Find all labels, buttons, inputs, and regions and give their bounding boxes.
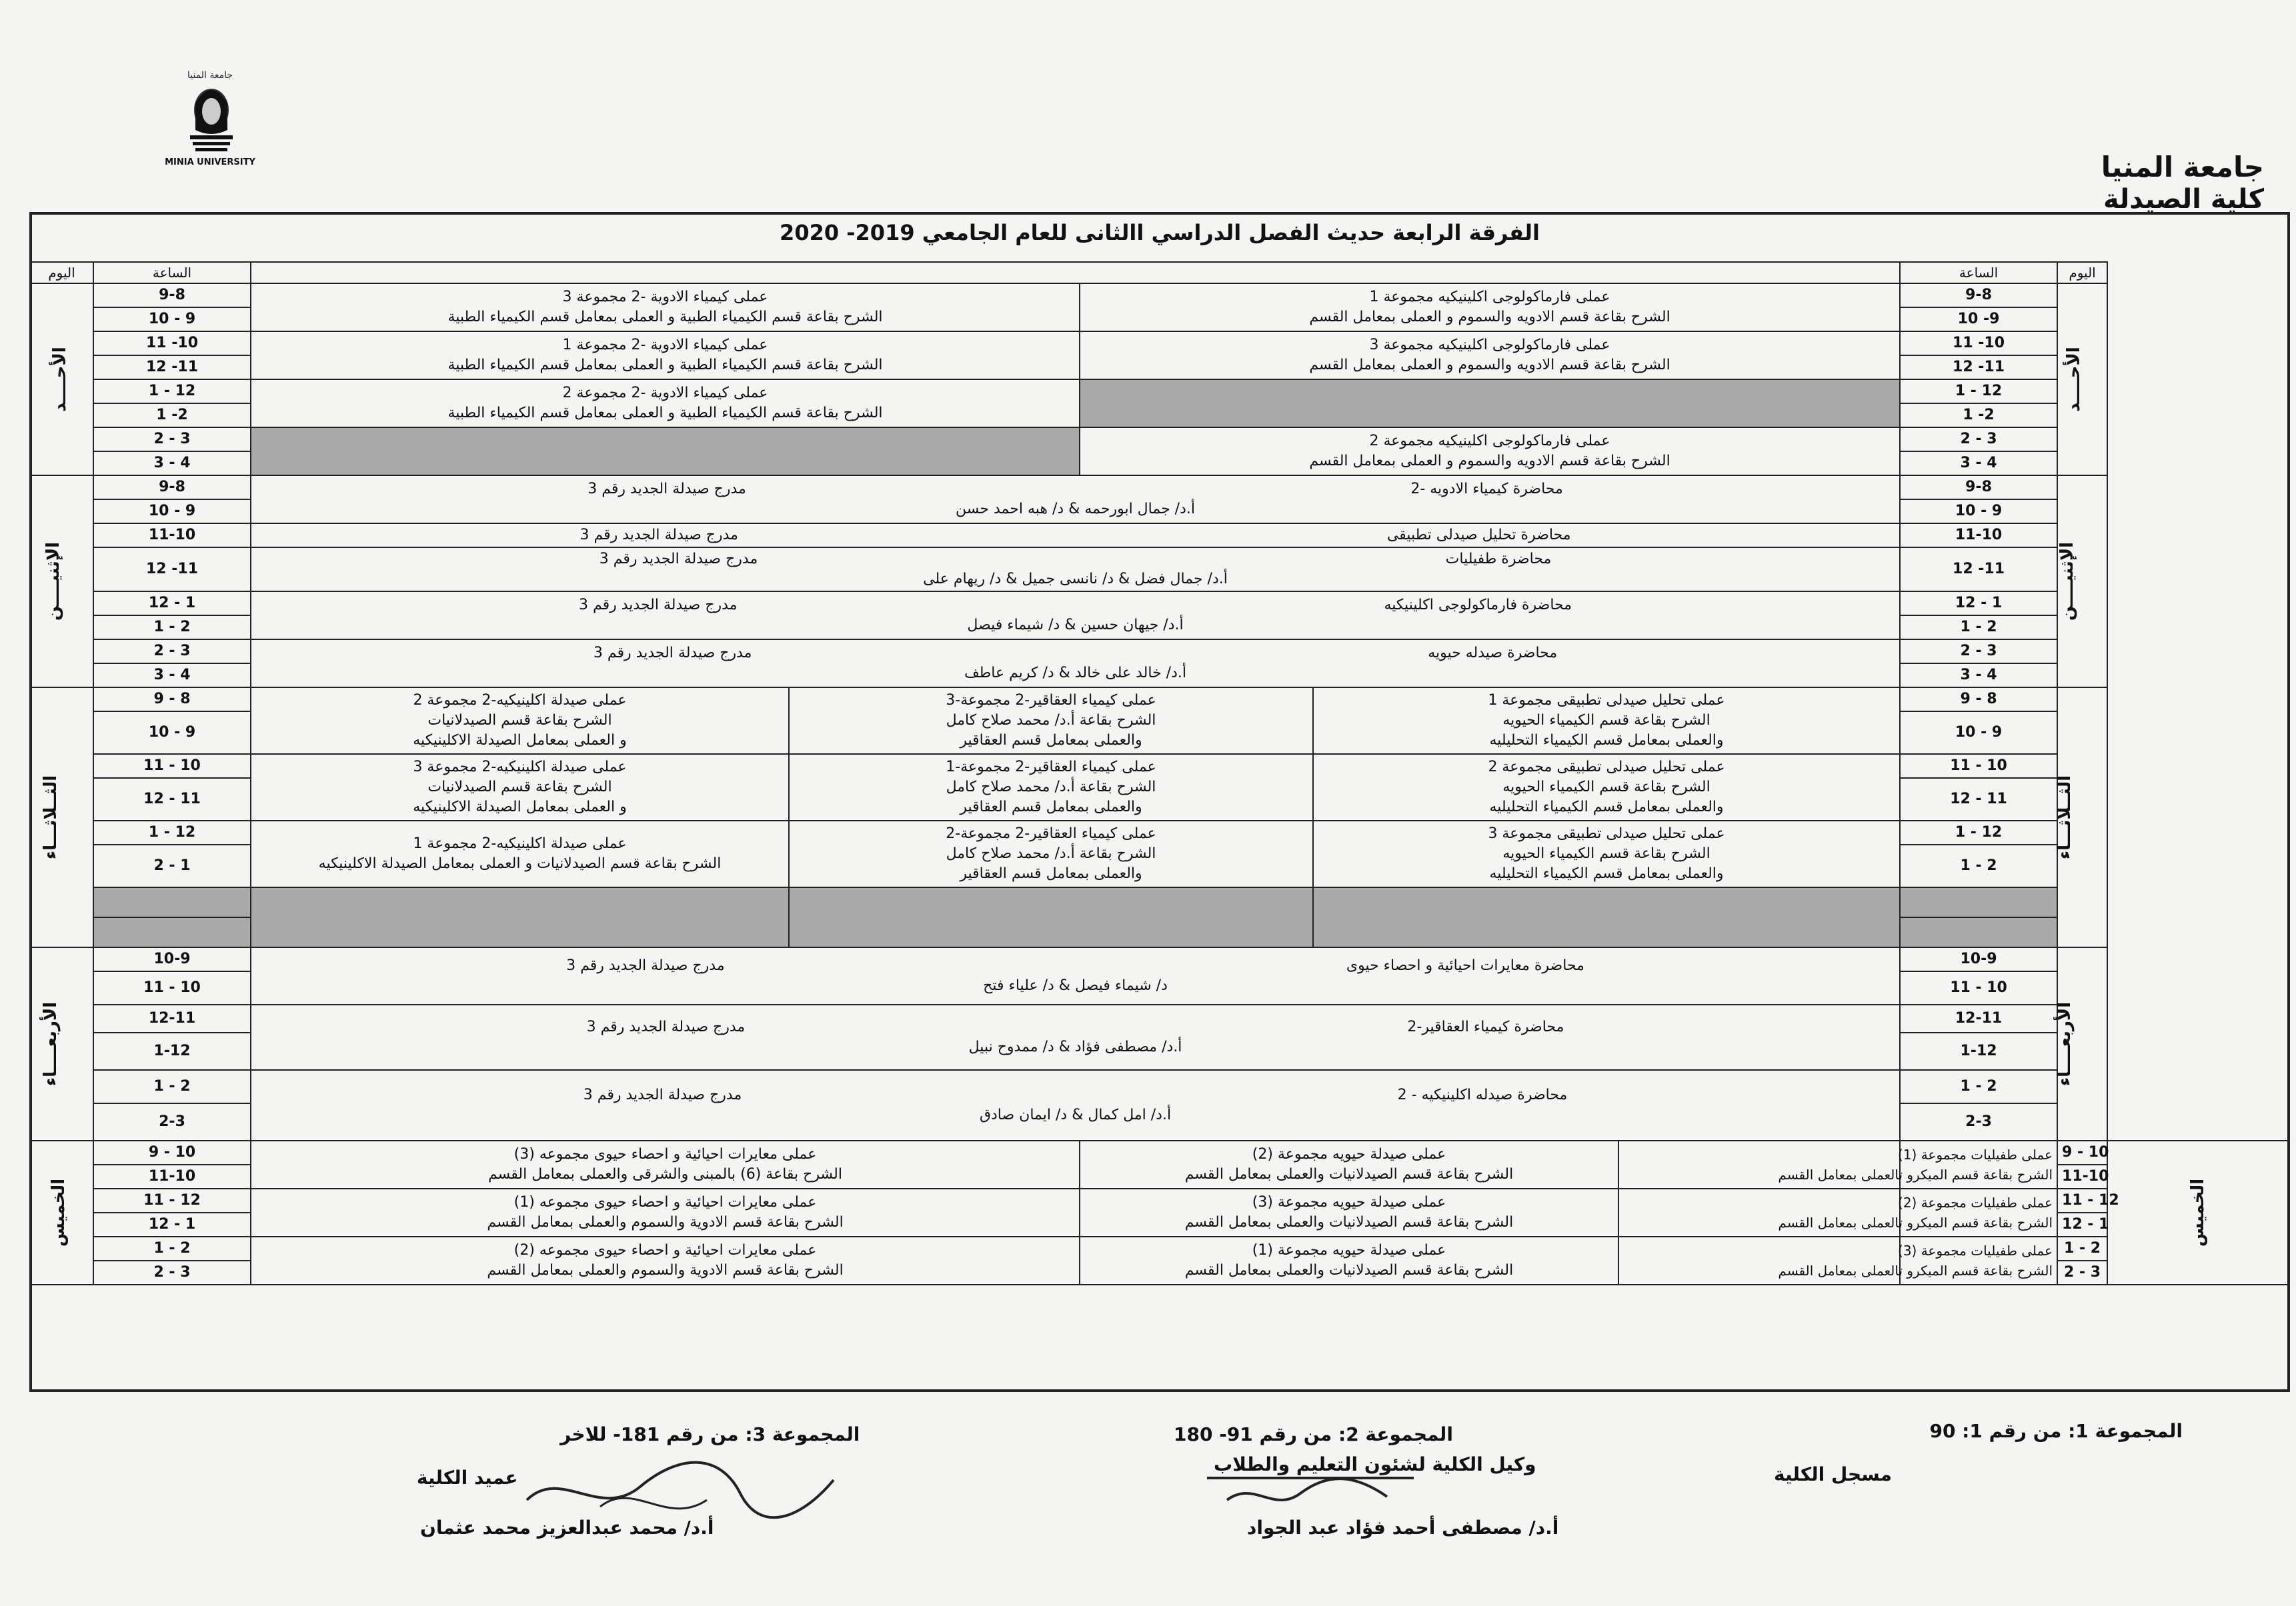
time-cell: 9 - 8	[1900, 687, 2057, 711]
empty-slot	[251, 427, 1080, 475]
time-cell: 1 - 12	[1900, 379, 2057, 403]
content-header	[251, 262, 1900, 283]
empty-time-cell	[93, 917, 251, 947]
lecture-slot: محاضرة فارماكولوجى اكلينيكيه مدرج صيدلة الجديد رقم 3 أ.د/ جيهان حسين & د/ شيماء فيصل	[251, 591, 1900, 639]
table-row	[30, 523, 2289, 547]
time-cell: 1 - 2	[1900, 615, 2057, 639]
sunday-left-slot: عملى كيمياء الادوية -2 مجموعة 1 الشرح بقاعة قسم الكيمياء الطبية و العملى بمعامل قسم الكيمياء الطبية	[251, 331, 1080, 379]
day-label-monday-left: الإثنيــــن	[30, 475, 93, 687]
time-cell: 3 - 4	[1900, 451, 2057, 475]
day-label-thursday-left: الخميس	[30, 1141, 93, 1285]
empty-time-cell	[1900, 887, 2057, 917]
time-cell: 9 - 10	[93, 1141, 251, 1165]
thursday-left-slot: عملى معايرات احيائية و احصاء حيوى مجموعه (3) الشرح بقاعة (6) بالمبنى والشرقى والعملى بمعامل القسم	[251, 1141, 1080, 1189]
time-cell: 1 - 2	[93, 1237, 251, 1261]
sunday-right-slot: عملى فارماكولوجى اكلينيكيه مجموعة 2 الشرح بقاعة قسم الادويه والسموم و العملى بمعامل القسم	[1080, 427, 1900, 475]
table-row	[30, 475, 2289, 499]
time-cell: 11 - 10	[93, 754, 251, 778]
time-header-right: الساعة	[1900, 262, 2057, 283]
university-logo	[157, 63, 263, 170]
time-cell: 2 - 3	[93, 1261, 251, 1285]
group1-range: المجموعة 1: من رقم 1: 90	[1929, 1420, 2183, 1442]
day-label-wednesday-left: الأربعــــاء	[30, 947, 93, 1141]
empty-slot	[1080, 379, 1900, 427]
faculty-name: كلية الصيدلة	[2103, 184, 2264, 215]
schedule-table	[29, 261, 2290, 1285]
time-cell: 2 - 1	[93, 845, 251, 887]
time-cell: 12-11	[93, 1005, 251, 1033]
sunday-right-slot: عملى فارماكولوجى اكلينيكيه مجموعة 3 الشرح بقاعة قسم الادويه والسموم و العملى بمعامل القسم	[1080, 331, 1900, 379]
time-cell: 12 - 11	[1900, 778, 2057, 821]
time-cell: 1 - 12	[93, 379, 251, 403]
time-cell: 11 - 10	[93, 971, 251, 1005]
day-header-right: اليوم	[2057, 262, 2107, 283]
tuesday-left-slot: عملى صيدلة اكلينيكيه-2 مجموعة 1 الشرح بقاعة قسم الصيدلانيات و العملى بمعامل الصيدلة الاكلينيكيه	[251, 821, 789, 887]
empty-time-cell	[93, 887, 251, 917]
time-cell: 11-10	[93, 523, 251, 547]
time-cell: 2 - 3	[93, 639, 251, 663]
thursday-right-slot: عملى طفيليات مجموعة (1) الشرح بقاعة قسم الميكرو تالعملى بمعامل القسم	[1900, 1141, 2057, 1189]
time-cell: 12 - 1	[93, 591, 251, 615]
time-cell: 3 - 4	[1900, 663, 2057, 687]
table-row	[30, 591, 2289, 615]
dean-name: أ.د/ محمد عبدالعزيز محمد عثمان	[420, 1517, 714, 1539]
table-row	[30, 1070, 2289, 1103]
tuesday-right-slot: عملى تحليل صيدلى تطبيقى مجموعة 2 الشرح بقاعة قسم الكيمياء الحيويه والعملى بمعامل قسم الكيمياء التحليليه	[1313, 754, 1900, 821]
tuesday-middle-slot: عملى كيمياء العقاقير-2 مجموعة-1 الشرح بقاعة أ.د/ محمد صلاح كامل والعملى بمعامل قسم العقاقير	[789, 754, 1313, 821]
table-row	[30, 1005, 2289, 1033]
sunday-right-slot: عملى فارماكولوجى اكلينيكيه مجموعة 1 الشرح بقاعة قسم الادويه والسموم و العملى بمعامل القسم	[1080, 283, 1900, 331]
time-cell: 1 - 2	[1900, 1070, 2057, 1103]
time-cell: 10-9	[93, 947, 251, 971]
time-cell: 10-9	[1900, 947, 2057, 971]
table-row	[30, 1141, 2289, 1165]
time-cell: 11 -10	[1900, 331, 2057, 355]
day-label-thursday-right: الخميس	[2107, 1141, 2289, 1285]
registrar-label: مسجل الكلية	[1774, 1463, 1892, 1485]
day-label-monday-right: الإثنيــــن	[2057, 475, 2107, 687]
day-label-wednesday-right: الأربعــــاء	[2057, 947, 2107, 1141]
empty-slot	[251, 887, 789, 947]
header-row	[30, 262, 2289, 283]
time-cell: 9-8	[1900, 283, 2057, 307]
thursday-right-slot: عملى طفيليات مجموعة (2) الشرح بقاعة قسم الميكرو تالعملى بمعامل القسم	[1900, 1189, 2057, 1237]
time-cell: 11-10	[93, 1165, 251, 1189]
time-cell: 12 -11	[93, 547, 251, 591]
time-cell: 12 - 1	[2057, 1213, 2107, 1237]
table-row	[30, 283, 2289, 307]
sunday-left-slot: عملى كيمياء الادوية -2 مجموعة 3 الشرح بقاعة قسم الكيمياء الطبية و العملى بمعامل قسم الكيمياء الطبية	[251, 283, 1080, 331]
time-cell: 10 -9	[1900, 307, 2057, 331]
lecture-slot: محاضرة صيدله اكلينيكيه - 2 مدرج صيدلة الجديد رقم 3 أ.د/ امل كمال & د/ ايمان صادق	[251, 1070, 1900, 1141]
lecture-slot: محاضرة صيدله حيويه مدرج صيدلة الجديد رقم 3 أ.د/ خالد على خالد & د/ كريم عاطف	[251, 639, 1900, 687]
tuesday-right-slot: عملى تحليل صيدلى تطبيقى مجموعة 1 الشرح بقاعة قسم الكيمياء الحيويه والعملى بمعامل قسم الكيمياء التحليليه	[1313, 687, 1900, 754]
table-row	[30, 887, 2289, 917]
thursday-middle-slot: عملى صيدلة حيويه مجموعة (1) الشرح بقاعة قسم الصيدلانيات والعملى بمعامل القسم	[1080, 1237, 1618, 1285]
logo-arabic-text: جامعة المنيا	[187, 70, 233, 81]
table-row	[30, 547, 2289, 591]
lecture-slot: محاضرة معايرات احيائية و احصاء حيوى مدرج صيدلة الجديد رقم 3 د/ شيماء فيصل & د/ علياء فتح	[251, 947, 1900, 1005]
table-row	[30, 1189, 2289, 1213]
time-cell: 10 - 9	[93, 499, 251, 523]
time-header-left: الساعة	[93, 262, 251, 283]
table-row	[30, 331, 2289, 355]
thursday-middle-slot: عملى صيدلة حيويه مجموعة (2) الشرح بقاعة قسم الصيدلانيات والعملى بمعامل القسم	[1080, 1141, 1618, 1189]
time-cell: 12 - 11	[93, 778, 251, 821]
time-cell: 12 -11	[1900, 547, 2057, 591]
time-cell: 11 - 10	[1900, 754, 2057, 778]
time-cell: 1-12	[1900, 1033, 2057, 1070]
day-label-tuesday-right: الثــلاثـــاء	[2057, 687, 2107, 947]
time-cell: 10 - 9	[93, 307, 251, 331]
time-cell: 9-8	[93, 283, 251, 307]
time-cell: 12 - 1	[1900, 591, 2057, 615]
time-cell: 12 -11	[1900, 355, 2057, 379]
time-cell: 11 -10	[93, 331, 251, 355]
time-cell: 10 - 9	[1900, 711, 2057, 754]
day-label-sunday-right: الأحــــد	[2057, 283, 2107, 475]
time-cell: 1 - 2	[93, 615, 251, 639]
day-label-tuesday-left: الثــلاثـــاء	[30, 687, 93, 947]
time-cell: 2 - 3	[1900, 427, 2057, 451]
schedule-title: الفرقة الرابعة حديث الفصل الدراسي االثانى للعام الجامعي 2019- 2020	[780, 220, 1540, 245]
time-cell: 10 - 9	[1900, 499, 2057, 523]
time-cell: 9 - 10	[2057, 1141, 2107, 1165]
table-row	[30, 427, 2289, 451]
tuesday-left-slot: عملى صيدلة اكلينيكيه-2 مجموعة 3 الشرح بقاعة قسم الصيدلانيات و العملى بمعامل الصيدلة الاكلينيكيه	[251, 754, 789, 821]
tuesday-middle-slot: عملى كيمياء العقاقير-2 مجموعة-3 الشرح بقاعة أ.د/ محمد صلاح كامل والعملى بمعامل قسم العقاقير	[789, 687, 1313, 754]
time-cell: 9 - 8	[93, 687, 251, 711]
time-cell: 12 - 1	[93, 1213, 251, 1237]
lecture-slot: محاضرة كيمياء الادويه -2 مدرج صيدلة الجديد رقم 3 أ.د/ جمال ابورحمه & د/ هبه احمد حسن	[251, 475, 1900, 523]
time-cell: 1 - 12	[1900, 821, 2057, 845]
time-cell: 2-3	[93, 1103, 251, 1141]
vice-dean-name: أ.د/ مصطفى أحمد فؤاد عبد الجواد	[1247, 1517, 1559, 1539]
time-cell: 1 -2	[1900, 403, 2057, 427]
tuesday-right-slot: عملى تحليل صيدلى تطبيقى مجموعة 3 الشرح بقاعة قسم الكيمياء الحيويه والعملى بمعامل قسم الكيمياء التحليليه	[1313, 821, 1900, 887]
lecture-slot: محاضرة طفيليات مدرج صيدلة الجديد رقم 3 أ.د/ جمال فضل & د/ نانسى جميل & د/ ريهام على	[251, 547, 1900, 591]
time-cell: 3 - 4	[93, 451, 251, 475]
sunday-left-slot: عملى كيمياء الادوية -2 مجموعة 2 الشرح بقاعة قسم الكيمياء الطبية و العملى بمعامل قسم الكيمياء الطبية	[251, 379, 1080, 427]
time-cell: 12-11	[1900, 1005, 2057, 1033]
group2-range: المجموعة 2: من رقم 91- 180	[1174, 1423, 1453, 1445]
lecture-slot: محاضرة كيمياء العقاقير-2 مدرج صيدلة الجديد رقم 3 أ.د/ مصطفى فؤاد & د/ ممدوح نبيل	[251, 1005, 1900, 1070]
lecture-slot: محاضرة تحليل صيدلى تطبيقى مدرج صيدلة الجديد رقم 3	[251, 523, 1900, 547]
tuesday-middle-slot: عملى كيمياء العقاقير-2 مجموعة-2 الشرح بقاعة أ.د/ محمد صلاح كامل والعملى بمعامل قسم العقاقير	[789, 821, 1313, 887]
vice-dean-signature	[1220, 1467, 1394, 1520]
time-cell: 1 - 12	[93, 821, 251, 845]
time-cell: 1 - 2	[2057, 1237, 2107, 1261]
time-cell: 2-3	[1900, 1103, 2057, 1141]
dean-signature	[520, 1440, 840, 1533]
empty-time-cell	[1900, 917, 2057, 947]
time-cell: 3 - 4	[93, 663, 251, 687]
thursday-middle-slot: عملى صيدلة حيويه مجموعة (3) الشرح بقاعة قسم الصيدلانيات والعملى بمعامل القسم	[1080, 1189, 1618, 1237]
logo-caption: MINIA UNIVERSITY	[165, 157, 255, 167]
time-cell: 2 - 3	[1900, 639, 2057, 663]
time-cell: 9-8	[1900, 475, 2057, 499]
table-row	[30, 687, 2289, 711]
table-row	[30, 1237, 2289, 1261]
time-cell: 2 - 3	[2057, 1261, 2107, 1285]
day-header-left: اليوم	[30, 262, 93, 283]
time-cell: 11-10	[1900, 523, 2057, 547]
table-row	[30, 639, 2289, 663]
time-cell: 11 - 12	[2057, 1189, 2107, 1213]
time-cell: 1 - 2	[93, 1070, 251, 1103]
time-cell: 10 - 9	[93, 711, 251, 754]
tuesday-left-slot: عملى صيدلة اكلينيكيه-2 مجموعة 2 الشرح بقاعة قسم الصيدلانيات و العملى بمعامل الصيدلة الاكلينيكيه	[251, 687, 789, 754]
thursday-left-slot: عملى معايرات احيائية و احصاء حيوى مجموعه (1) الشرح بقاعة قسم الادوية والسموم والعملى بمعامل القسم	[251, 1189, 1080, 1237]
time-cell: 11 - 10	[1900, 971, 2057, 1005]
time-cell: 1-12	[93, 1033, 251, 1070]
time-cell: 9-8	[93, 475, 251, 499]
group3-range: المجموعة 3: من رقم 181- للاخر	[560, 1423, 860, 1445]
table-row	[30, 821, 2289, 845]
time-cell: 1 -2	[93, 403, 251, 427]
empty-slot	[1313, 887, 1900, 947]
table-row	[30, 947, 2289, 971]
day-label-sunday-left: الأحــــد	[30, 283, 93, 475]
dean-label: عميد الكلية	[417, 1467, 518, 1489]
university-name: جامعة المنيا	[2101, 151, 2264, 183]
time-cell: 11-10	[2057, 1165, 2107, 1189]
time-cell: 12 -11	[93, 355, 251, 379]
table-row	[30, 379, 2289, 403]
empty-slot	[789, 887, 1313, 947]
time-cell: 1 - 2	[1900, 845, 2057, 887]
thursday-left-slot: عملى معايرات احيائية و احصاء حيوى مجموعه (2) الشرح بقاعة قسم الادوية والسموم والعملى بمعامل القسم	[251, 1237, 1080, 1285]
thursday-right-slot: عملى طفيليات مجموعة (3) الشرح بقاعة قسم الميكرو تالعملى بمعامل القسم	[1900, 1237, 2057, 1285]
table-row	[30, 754, 2289, 778]
time-cell: 2 - 3	[93, 427, 251, 451]
time-cell: 11 - 12	[93, 1189, 251, 1213]
vice-dean-label: وكيل الكلية لشئون التعليم والطلاب	[1214, 1453, 1536, 1475]
